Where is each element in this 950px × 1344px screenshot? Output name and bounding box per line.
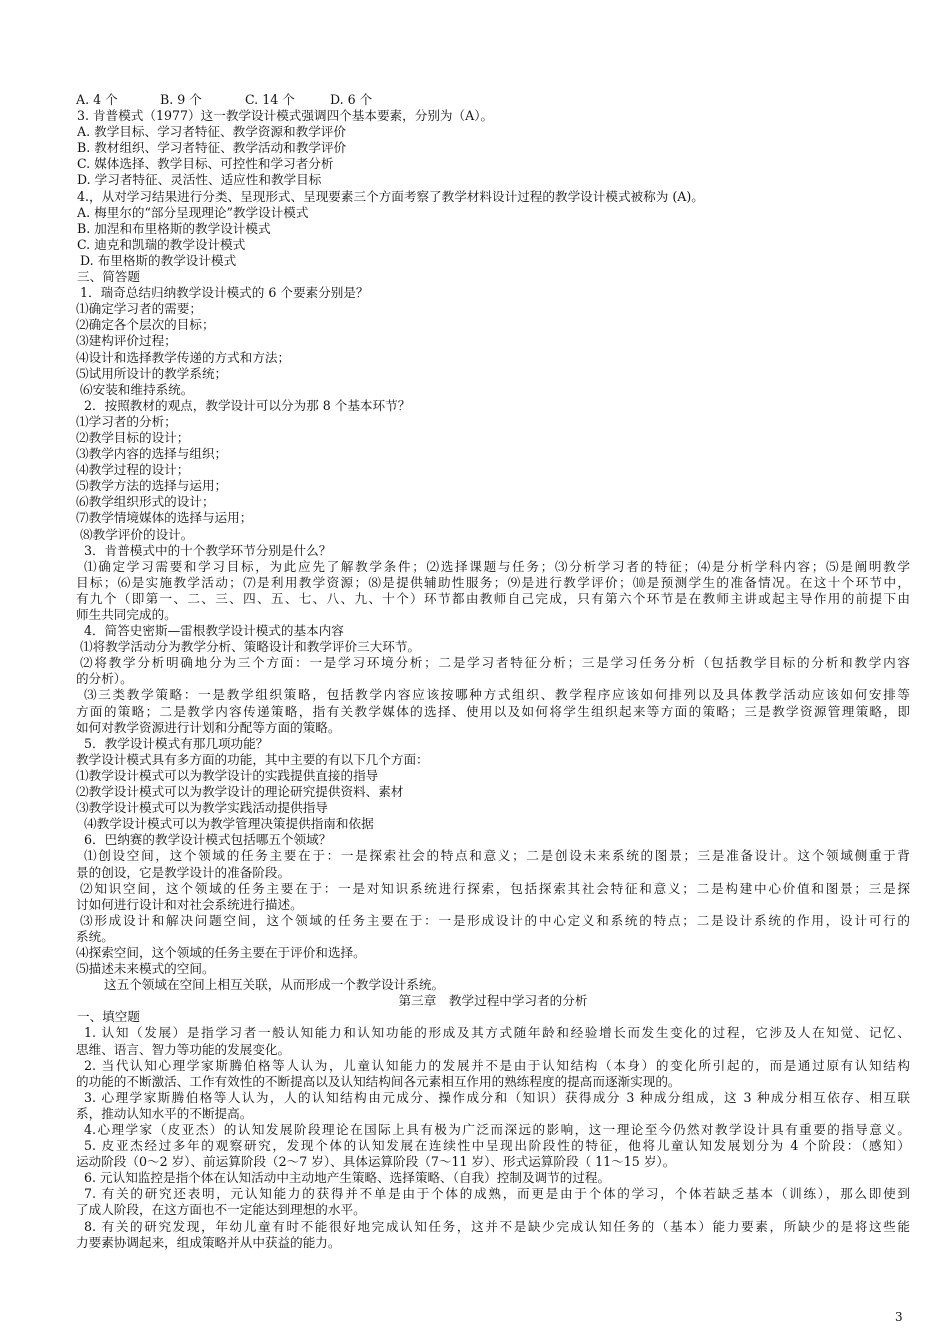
text-line: 5. 皮亚杰经过多年的观察研究，发现个体的认知发展在连续性中呈现出阶段性的特征，他将儿童认知发展划分为 4 个阶段：（感知） (84, 1138, 910, 1154)
text-line: 如何对教学资源进行计划和分配等方面的策略。 (76, 719, 341, 735)
text-line: ⑶建构评价过程； (76, 333, 177, 349)
text-line: 3．肯普模式中的十个教学环节分别是什么？ (84, 542, 332, 558)
text-line: A. 梅里尔的“部分呈现理论”教学设计模式 (77, 204, 309, 220)
text-line: 目标；⑹是实施教学活动；⑺是利用教学资源；⑻是提供辅助性服务；⑼是进行教学评价；⑽是预测学生的准备情况。在这十个环节中， (76, 574, 910, 590)
text-body (76, 92, 910, 1251)
text-line: ⑺教学情境媒体的选择与运用； (76, 510, 253, 526)
text-line: ⑵教学目标的设计； (76, 429, 190, 445)
text-line: A. 教学目标、学习者特征、教学资源和教学评价 (77, 124, 346, 140)
text-line: ⑴确定学习者的需要； (76, 301, 202, 317)
text-line: 3. 心理学家斯腾伯格等人认为，人的认知结构由元成分、操作成分和（知识）获得成分 3 种成分组成，这 3 种成分相互依存、相互联 (84, 1089, 910, 1105)
text-line: 2. 当代认知心理学家斯腾伯格等人认为，儿童认知能力的发展并不是由于认知结构（本身）的变化所引起的，而是通过原有认知结构 (84, 1057, 910, 1073)
text-line: 力要素协调起来，组成策略并从中获益的能力。 (76, 1234, 341, 1250)
text-line: ⑹教学组织形式的设计； (76, 494, 215, 510)
text-line: ⑴教学设计模式可以为教学设计的实践提供直接的指导 (76, 767, 379, 783)
text-line: ⑶教学设计模式可以为教学实践活动提供指导 (76, 800, 328, 816)
option-b: B. 9 个 (160, 92, 202, 107)
text-line: ⑴学习者的分析； (76, 413, 177, 429)
text-line: ⑶教学内容的选择与组织； (76, 446, 228, 462)
text-line: 讨如何进行设计和对社会系统进行描述。 (76, 896, 303, 912)
text-line: ⑻教学评价的设计。 (80, 526, 194, 542)
text-line: ⑷教学设计模式可以为教学管理决策提供指南和依据 (84, 816, 374, 832)
text-line: 了成人阶段，在这方面也不一定能达到理想的水平。 (76, 1202, 366, 1218)
text-line: ⑷设计和选择教学传递的方式和方法； (76, 349, 291, 365)
text-line: B. 加涅和布里格斯的教学设计模式 (77, 220, 271, 236)
text-line: 三、简答题 (77, 269, 140, 285)
text-line: 1. 认知（发展）是指学习者一般认知能力和认知功能的形成及其方式随年龄和经验增长而发生变化的过程，它涉及人在知觉、记忆、 (84, 1025, 910, 1041)
text-line: ⑸教学方法的选择与运用； (76, 478, 228, 494)
text-line: 8. 有关的研究发现，年幼儿童有时不能很好地完成认知任务，这并不是缺少完成认知任务的（基本）能力要素，所缺少的是将这些能 (84, 1218, 910, 1234)
text-line: ⑴将教学活动分为教学分析、策略设计和教学评价三大环节。 (80, 639, 421, 655)
text-line: 景的创设，它是教学设计的准备阶段。 (76, 864, 291, 880)
text-line: ⑷教学过程的设计； (76, 462, 190, 478)
text-line: 的功能的不断激活、工作有效性的不断提高以及认知结构间各元素相互作用的熟练程度的提高而逐渐实现的。 (76, 1073, 681, 1089)
text-line: C. 迪克和凯瑞的教学设计模式 (77, 236, 246, 252)
text-line: ⑶三类教学策略：一是教学组织策略，包括教学内容应该按哪种方式组织、教学程序应该如何排列以及具体教学活动应该如何安排等 (84, 687, 910, 703)
text-line: 2．按照教材的观点，教学设计可以分为那 8 个基本环节？ (84, 397, 411, 413)
text-line: 4．简答史密斯—雷根教学设计模式的基本内容 (84, 623, 344, 639)
text-line: 的分析）。 (76, 671, 133, 687)
text-line: 系，推动认知水平的不断提高。 (76, 1105, 253, 1121)
option-d: D. 6 个 (330, 92, 373, 107)
text-line: 3. 肯普模式（1977）这一教学设计模式强调四个基本要素，分别为（A）。 (77, 108, 494, 124)
text-line: 有九个（即第一、二、三、四、五、七、八、九、十个）环节都由教师自己完成，只有第六个环节是在教师主讲或起主导作用的前提下由 (76, 590, 910, 606)
text-line: 方面的策略；二是教学内容传递策略，指有关教学媒体的选择、使用以及如何将学生组织起来等方面的策略；三是教学资源管理策略，即 (76, 703, 910, 719)
text-line: ⑶形成设计和解决问题空间，这个领域的任务主要在于：一是形成设计的中心定义和系统的特点；二是设计系统的作用，设计可行的 (80, 912, 910, 928)
text-line: ⑸试用所设计的教学系统； (76, 365, 228, 381)
text-line: 7. 有关的研究还表明，元认知能力的获得并不单是由于个体的成熟，而更是由于个体的学习，个体若缺乏基本（训练），那么即使到 (84, 1186, 910, 1202)
text-line: 系统。 (76, 928, 114, 944)
text-line: 4.心理学家（皮亚杰）的认知发展阶段理论在国际上具有极为广泛而深远的影响，这一理论至今仍然对教学设计具有重要的指导意义。 (84, 1122, 910, 1137)
text-line: 4.，从对学习结果进行分类、呈现形式、呈现要素三个方面考察了教学材料设计过程的教学设计模式被称为 (A)。 (77, 188, 704, 204)
text-line: 教学设计模式具有多方面的功能，其中主要的有以下几个方面： (76, 751, 429, 767)
page-number: 3 (895, 1310, 903, 1324)
text-line: 一、填空题 (77, 1009, 140, 1025)
text-line: ⑵将教学分析明确地分为三个方面：一是学习环境分析；二是学习者特征分析；三是学习任务分析（包括教学目标的分析和教学内容 (80, 655, 910, 671)
text-line: D. 布里格斯的教学设计模式 (80, 252, 237, 268)
text-line: 1．瑞奇总结归纳教学设计模式的 6 个要素分别是？ (80, 285, 369, 301)
text-line: ⑸描述未来模式的空间。 (76, 961, 215, 977)
text-line: D. 学习者特征、灵活性、适应性和教学目标 (77, 172, 322, 188)
text-line: 思维、语言、智力等功能的发展变化。 (76, 1041, 291, 1057)
text-line: ⑷探索空间，这个领域的任务主要在于评价和选择。 (76, 944, 366, 960)
text-line: C. 媒体选择、教学目标、可控性和学习者分析 (77, 156, 334, 172)
answer-options-row (76, 92, 910, 108)
text-line: 运动阶段（0～2 岁）、前运算阶段（2～7 岁）、具体运算阶段（7～11 岁）、形式运算阶段（ 11～15 岁）。 (76, 1154, 676, 1170)
text-line: ⑹安装和维持系统。 (80, 381, 194, 397)
text-line: ⑴确定学习需要和学习目标，为此应先了解教学条件；⑵选择课题与任务；⑶分析学习者的特征；⑷是分析学科内容；⑸是阐明教学 (84, 558, 910, 574)
option-c: C. 14 个 (245, 92, 295, 107)
chapter-heading: 第三章 教学过程中学习者的分析 (398, 993, 588, 1009)
text-line: 这五个领域在空间上相互关联，从而形成一个教学设计系统。 (104, 977, 445, 993)
text-line: 6. 元认知监控是指个体在认知活动中主动地产生策略、选择策略、（自我）控制及调节的过程。 (84, 1170, 611, 1186)
text-line: 5．教学设计模式有那几项功能？ (84, 735, 269, 751)
text-line: ⑵教学设计模式可以为教学设计的理论研究提供资料、素材 (76, 784, 404, 800)
text-line: 6．巴纳赛的教学设计模式包括哪五个领域？ (84, 832, 332, 848)
option-a: A. 4 个 (76, 92, 118, 107)
text-line: ⑵确定各个层次的目标； (76, 317, 215, 333)
text-line: 师生共同完成的。 (76, 607, 177, 622)
text-line: B. 教材组织、学习者特征、教学活动和教学评价 (77, 140, 347, 156)
text-line: ⑴创设空间，这个领域的任务主要在于：一是探索社会的特点和意义；二是创设未来系统的图景；三是准备设计。这个领域侧重于背 (84, 848, 910, 864)
text-line: ⑵知识空间，这个领域的任务主要在于：一是对知识系统进行探索，包括探索其社会特征和意义；二是构建中心价值和图景；三是探 (80, 880, 910, 896)
